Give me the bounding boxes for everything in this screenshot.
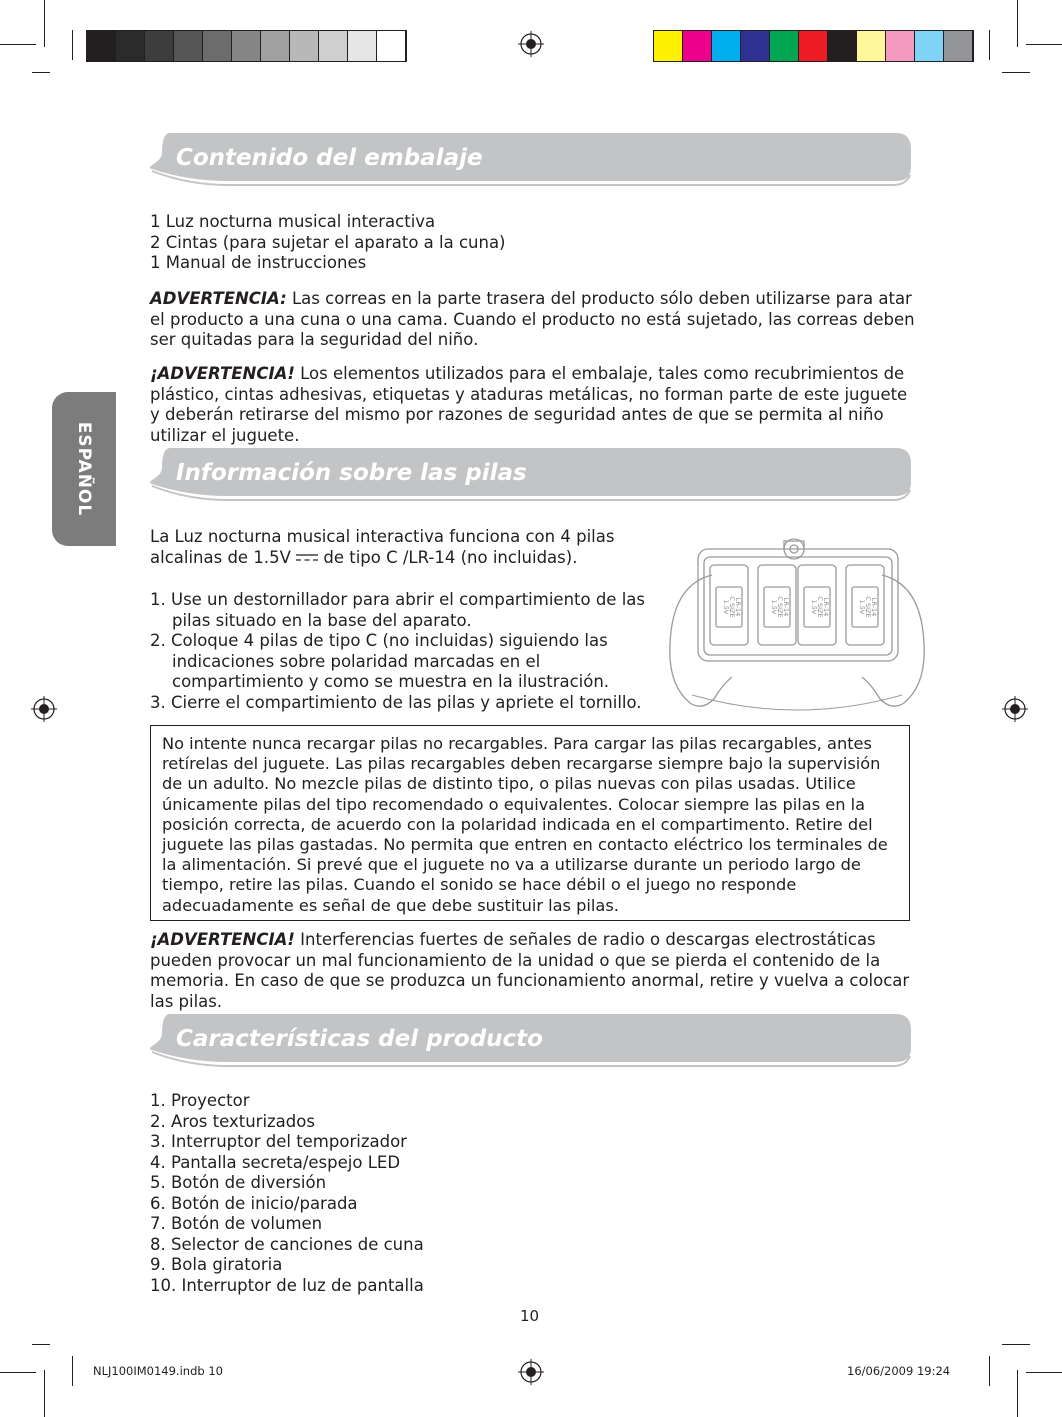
registration-mark-icon [1002,696,1028,722]
registration-mark-icon [518,31,544,57]
list-item: 2. Aros texturizados [150,1111,315,1131]
color-swatch [145,31,174,61]
battery-label: LR-14 [870,597,878,617]
battery-label: 1.5V [770,599,778,615]
color-swatch [348,31,377,61]
warning-text: Las correas en la parte trasera del producto sólo deben utilizarse para atar el producto a una cuna o una cama. Cuando el producto no está sujetado, las correas deben ser quitadas para la seguridad del niño. [150,289,915,349]
color-swatch [116,31,145,61]
battery-intro [150,527,650,568]
color-swatch [770,31,799,61]
color-swatch [799,31,828,61]
interference-warning-paragraph [150,930,920,1012]
color-swatch [886,31,915,61]
battery-compartment-illustration [662,535,932,715]
section-title: Características del producto [176,1026,543,1052]
language-side-tab [52,392,116,546]
warning-label: ADVERTENCIA: [150,289,287,308]
battery-label: LR-14 [782,597,790,617]
battery-label: C SIZE [864,596,872,618]
color-swatch [828,31,857,61]
section-header-features [148,1012,912,1076]
color-swatch [319,31,348,61]
color-swatch [915,31,944,61]
battery-label: LR-14 [734,597,742,617]
warning-text: Los elementos utilizados para el embalaje, tales como recubrimientos de plástico, cintas adhesivas, etiquetas y ataduras metálicas, no forman parte de este juguete y deberán retirarse del mismo por razones de seguridad antes de que se permita al niño utilizar el juguete. [150,364,908,445]
color-swatch [712,31,741,61]
list-item: 2 Cintas (para sujetar el aparato a la cuna) [150,232,506,252]
battery-label: 1.5V [810,599,818,615]
list-item: 7. Botón de volumen [150,1214,323,1233]
battery-label: LR-14 [822,597,830,617]
strap-warning-paragraph [150,289,918,351]
battery-label: C SIZE [776,596,784,618]
list-item: 4. Pantalla secreta/espejo LED [150,1152,401,1172]
list-item: 3. Interruptor del temporizador [150,1132,407,1151]
page-number: 10 [520,1307,540,1325]
section-header-packaging [148,131,912,195]
color-swatch [232,31,261,61]
color-swatch [683,31,712,61]
list-item: 1 Luz nocturna musical interactiva [150,212,436,231]
language-label: ESPAÑOL [74,421,94,517]
intro-line: alcalinas de 1.5V [150,547,297,567]
warning-label: ¡ADVERTENCIA! [150,364,295,383]
section-title: Contenido del embalaje [176,145,483,171]
warning-text: Interferencias fuertes de señales de radio o descargas electrostáticas pueden provocar un mal funcionamiento de la unidad o que se pierda el contenido de la memoria. En caso de que se produzca un funcionamiento anormal, retire y vuelva a colocar las pilas. [150,930,910,1011]
battery-label: 1.5V [858,599,866,615]
warning-label: ¡ADVERTENCIA! [150,930,295,949]
step-item: 2. Coloque 4 pilas de tipo C (no incluidas) siguiendo las indicaciones sobre polaridad marcadas en el compartimiento y como se muestra en la ilustración. [150,631,610,691]
intro-line: de tipo C /LR-14 (no incluidas). [318,547,578,567]
color-swatch [741,31,770,61]
section-header-batteries [148,446,912,510]
process-color-bar [653,30,974,62]
gray-color-bar [86,30,407,62]
features-list [150,1091,918,1296]
packaging-contents-list [150,212,918,274]
color-swatch [203,31,232,61]
color-swatch [174,31,203,61]
battery-label: C SIZE [728,596,736,618]
list-item: 9. Bola giratoria [150,1255,283,1274]
step-item: 3. Cierre el compartimiento de las pilas y apriete el tornillo. [150,692,642,712]
list-item: 5. Botón de diversión [150,1173,327,1192]
color-swatch [944,31,973,61]
battery-label: 1.5V [722,599,730,615]
registration-mark-icon [518,1359,544,1385]
color-swatch [654,31,683,61]
date-slug: 16/06/2009 19:24 [847,1364,951,1378]
list-item: 1 Manual de instrucciones [150,253,367,272]
dc-symbol-icon [296,550,318,564]
battery-install-steps [150,590,650,713]
packaging-warning-paragraph [150,364,918,446]
color-swatch [290,31,319,61]
color-swatch [377,31,406,61]
color-swatch [261,31,290,61]
color-swatch [857,31,886,61]
list-item: 6. Botón de inicio/parada [150,1193,358,1213]
battery-safety-text: No intente nunca recargar pilas no recargables. Para cargar las pilas recargables, antes retírelas del juguete. Las pilas recargables deben recargarse siempre bajo la supervisión de un adulto. No mezcle pilas de distinto tipo, o pilas nuevas con pilas usadas. Utilice únicamente pilas del tipo recomendado o equivalentes. Colocar siempre las pilas en la posición correcta, de acuerdo con la polaridad indicada en el compartimento. Retire del juguete las pilas gastadas. No permita que entren en contacto eléctrico los terminales de la alimentación. Si prevé que el juguete no va a utilizarse durante un periodo largo de tiempo, retire las pilas. Cuando el sonido se hace débil o el juego no responde adecuadamente es señal de que debe sustituir las pilas. [162,734,888,915]
section-title: Información sobre las pilas [176,460,527,486]
battery-label: C SIZE [816,596,824,618]
file-slug: NLJ100IM0149.indb 10 [93,1364,223,1378]
color-swatch [87,31,116,61]
list-item: 1. Proyector [150,1091,250,1110]
intro-line: La Luz nocturna musical interactiva funciona con 4 pilas [150,527,615,546]
list-item: 10. Interruptor de luz de pantalla [150,1275,424,1295]
list-item: 8. Selector de canciones de cuna [150,1234,424,1254]
battery-safety-box [150,725,910,921]
registration-mark-icon [31,696,57,722]
step-item: 1. Use un destornillador para abrir el compartimiento de las pilas situado en la base del aparato. [150,590,645,630]
